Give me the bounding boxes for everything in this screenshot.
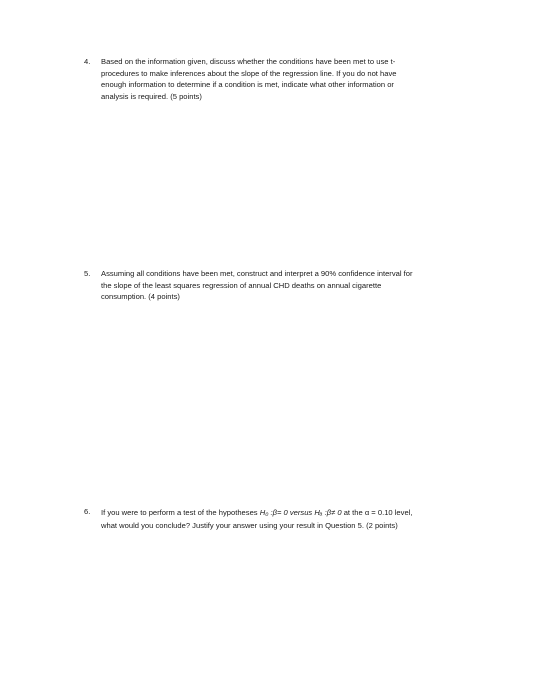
question-line: enough information to determine if a condition is met, indicate what other information or [101, 80, 394, 89]
versus-word: versus [287, 508, 315, 517]
question-line: procedures to make inferences about the slope of the regression line. If you do not have [101, 68, 397, 78]
question-line: analysis is required. (5 points) [101, 91, 202, 101]
question-line: Assuming all conditions have been met, construct and interpret a 90% confidence interval for [101, 269, 413, 278]
question-text-fragment: If you were to perform a test of the hypotheses [101, 508, 260, 517]
question-4 [84, 56, 504, 102]
question-number: 6. [84, 507, 91, 516]
question-text [101, 56, 504, 102]
question-number: 5. [84, 269, 91, 278]
question-line: what would you conclude? Justify your answer using your result in Question 5. (2 points) [101, 521, 398, 530]
question-text-fragment: at the α = 0.10 level, [341, 508, 413, 517]
null-hypothesis: H₀ :β= 0 [259, 508, 288, 517]
question-line [101, 506, 504, 519]
question-line: Based on the information given, discuss whether the conditions have been met to use t- [101, 57, 396, 66]
alternative-hypothesis: Hₐ :β≠ 0 [314, 508, 342, 517]
question-text [101, 506, 504, 532]
question-line: consumption. (4 points) [101, 292, 180, 301]
question-6 [84, 506, 504, 532]
question-line: the slope of the least squares regression of annual CHD deaths on annual cigarette [101, 280, 382, 290]
question-5 [84, 268, 504, 303]
question-number: 4. [84, 57, 91, 66]
question-text [101, 268, 504, 303]
